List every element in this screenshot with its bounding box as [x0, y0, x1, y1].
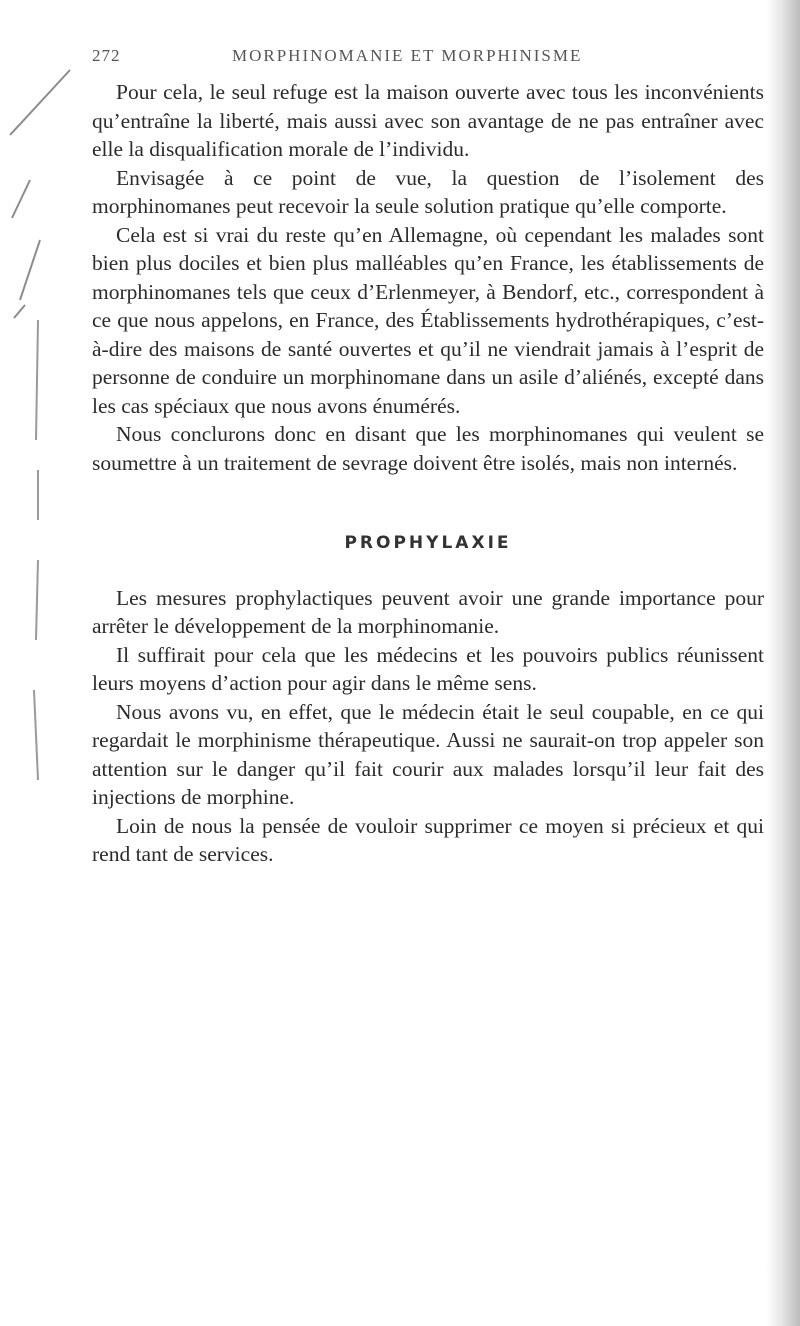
running-head: MORPHINOMANIE ET MORPHINISME [232, 46, 583, 65]
paragraph: Nous avons vu, en effet, que le médecin était le seul coupable, en ce qui regardait le morphinisme thérapeutique. Aussi ne saurait-on trop appeler son attention sur le danger qu’il fait courir aux malades lorsqu’il leur fait des injections de morphine. [92, 699, 764, 809]
paragraph: Nous conclurons donc en disant que les morphinomanes qui veulent se soumettre à un traitement de sevrage doivent être isolés, mais non internés. [92, 422, 764, 475]
page-number: 272 [92, 46, 121, 65]
page-header [92, 46, 752, 74]
page-edge-shadow [766, 0, 800, 1326]
paragraph: Pour cela, le seul refuge est la maison ouverte avec tous les inconvénients qu’entraîne la liberté, mais aussi avec son avantage de ne pas entraîner avec elle la disqualification morale de l’individu. [92, 80, 764, 161]
paragraph: Il suffirait pour cela que les médecins et les pouvoirs publics réunissent leurs moyens d’action pour agir dans le même sens. [92, 642, 764, 695]
paragraph: Cela est si vrai du reste qu’en Allemagne, où cependant les malades sont bien plus dociles et bien plus malléables qu’en France, les établissements de morphinomanes tels que ceux d’Erlenmeyer, à Bendorf, etc., correspondent à ce que nous appelons, en France, des Établissements hydrothérapiques, c’est-à-dire des maisons de santé ouvertes et qu’il ne viendrait jamais à l’esprit de personne de conduire un morphinomane dans un asile d’aliénés, excepté dans les cas spéciaux que nous avons énumérés. [92, 222, 764, 418]
main-text [92, 78, 764, 869]
section-heading: PROPHYLAXIE [344, 533, 512, 553]
paragraph: Les mesures prophylactiques peuvent avoir une grande importance pour arrêter le développement de la morphinomanie. [92, 585, 764, 638]
paragraph: Envisagée à ce point de vue, la question de l’isolement des morphinomanes peut recevoir la seule solution pratique qu’elle comporte. [92, 165, 764, 218]
pencil-annotation-marks [0, 0, 90, 1326]
paragraph: Loin de nous la pensée de vouloir supprimer ce moyen si précieux et qui rend tant de services. [92, 813, 764, 866]
